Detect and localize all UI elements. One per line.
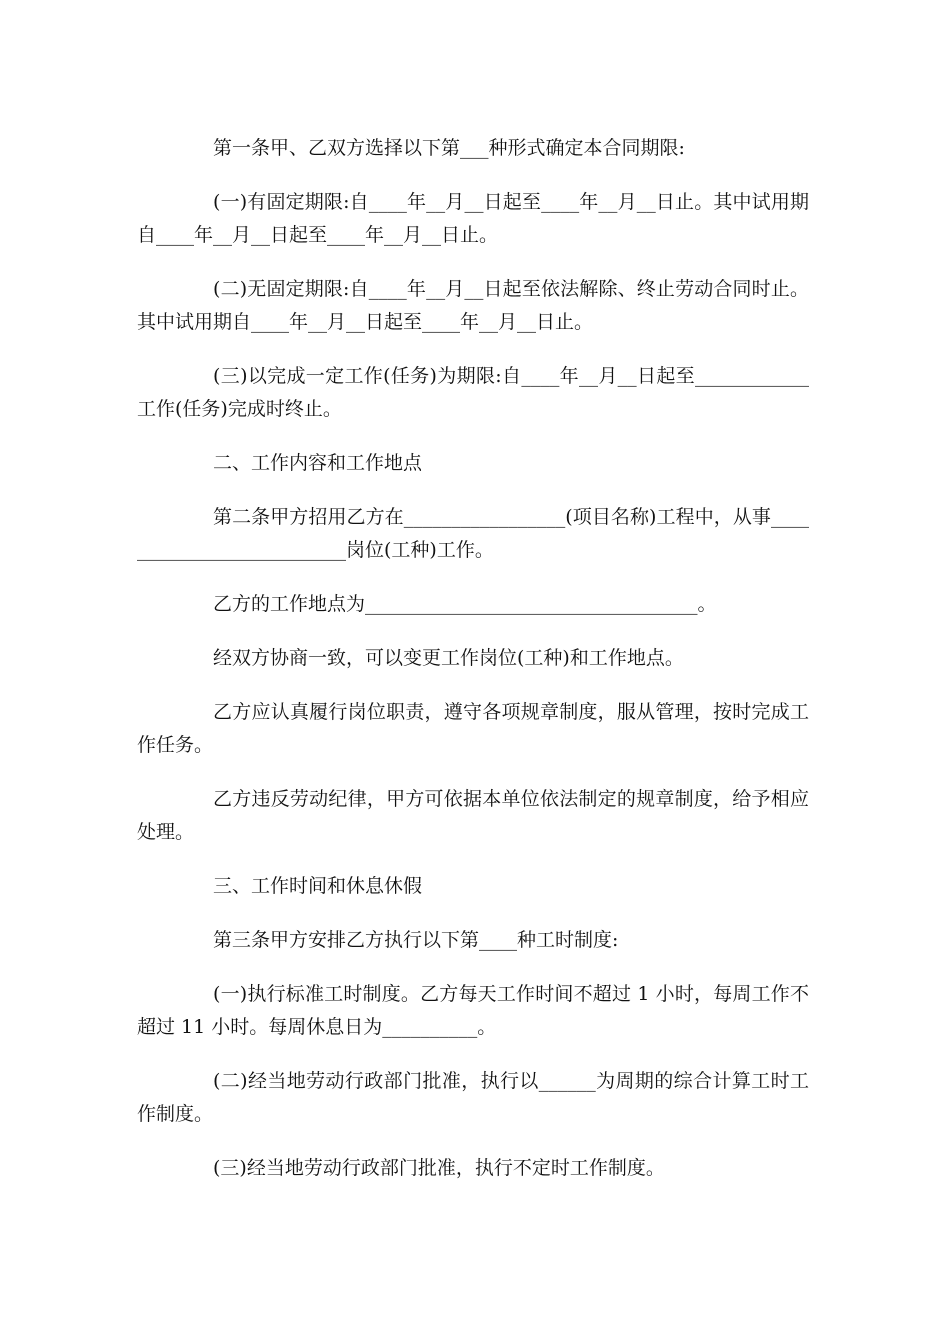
discipline-clause: 乙方违反劳动纪律，甲方可依据本单位依法制定的规章制度，给予相应处理。 (137, 788, 809, 843)
standard-hours-option: (一)执行标准工时制度。乙方每天工作时间不超过 1 小时，每周工作不超过 11 小时。每周休息日为__________。 (137, 983, 809, 1038)
contract-body (137, 132, 809, 1206)
working-hours-clause: 第三条甲方安排乙方执行以下第____种工时制度: (213, 929, 619, 951)
job-position-clause: 第二条甲方招用乙方在_________________(项目名称)工程中，从事__________________________岗位(工种)工作。 (137, 506, 809, 561)
duty-clause: 乙方应认真履行岗位职责，遵守各项规章制度，服从管理，按时完成工作任务。 (137, 701, 809, 756)
section-heading-working-hours: 三、工作时间和休息休假 (213, 875, 423, 897)
section-heading-work-content: 二、工作内容和工作地点 (213, 452, 423, 474)
open-term-option: (二)无固定期限:自____年__月__日起至依法解除、终止劳动合同时止。其中试用期自____年__月__日起至____年__月__日止。 (137, 278, 809, 333)
comprehensive-hours-option: (二)经当地劳动行政部门批准，执行以______为周期的综合计算工时工作制度。 (137, 1070, 809, 1125)
contract-term-clause: 第一条甲、乙双方选择以下第___种形式确定本合同期限: (213, 137, 685, 159)
flexible-hours-option: (三)经当地劳动行政部门批准，执行不定时工作制度。 (213, 1157, 665, 1179)
change-agreement-clause: 经双方协商一致，可以变更工作岗位(工种)和工作地点。 (213, 647, 684, 669)
task-term-option: (三)以完成一定工作(任务)为期限:自____年__月__日起至____________工作(任务)完成时终止。 (137, 365, 809, 420)
fixed-term-option: (一)有固定期限:自____年__月__日起至____年__月__日止。其中试用期自____年__月__日起至____年__月__日止。 (137, 191, 809, 246)
work-location-clause: 乙方的工作地点为___________________________________。 (213, 593, 717, 615)
